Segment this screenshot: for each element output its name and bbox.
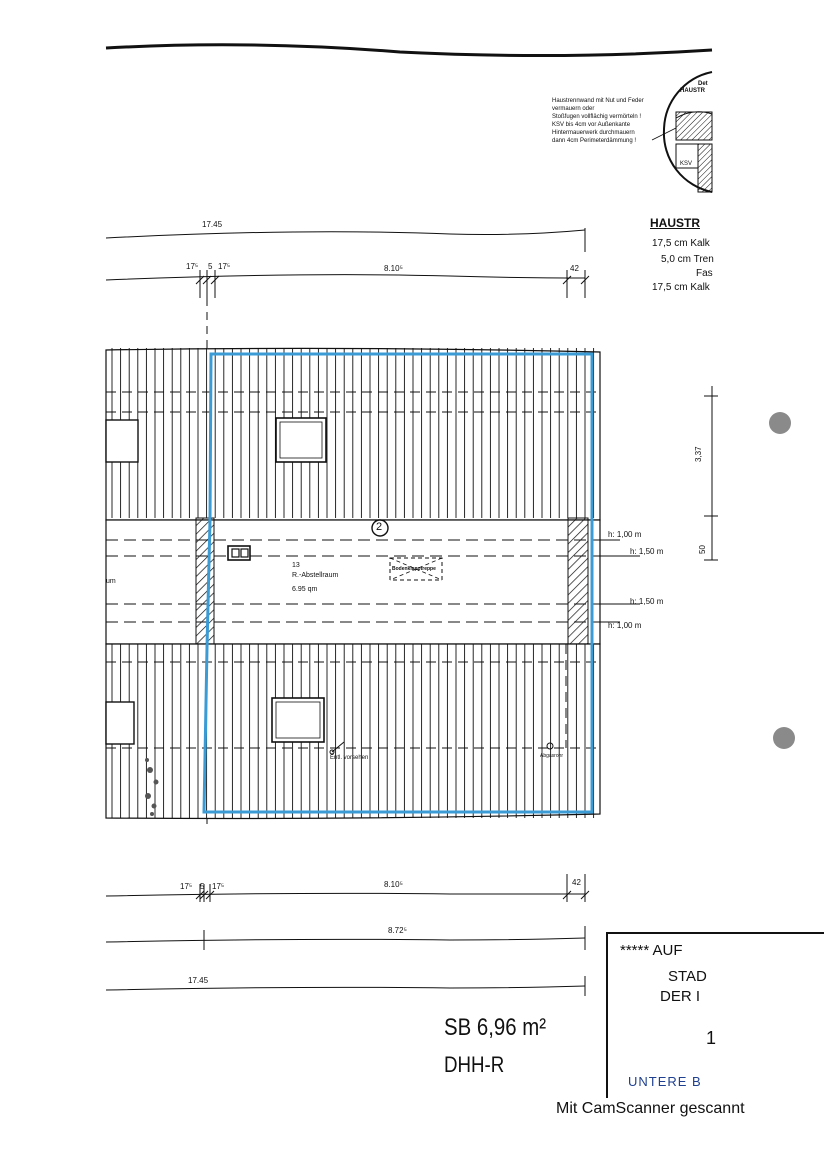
height-label: h: 1,00 m	[608, 621, 642, 630]
stamp-line: ***** AUF	[620, 942, 683, 959]
dim-bottom-seg-c: 17⁵	[212, 882, 225, 891]
attic-room-band	[106, 518, 640, 644]
room-name: R.-Abstellraum	[292, 572, 339, 579]
handwritten-area: SB 6,96 m²	[444, 1014, 547, 1041]
detail-note-line: dann 4cm Perimeterdämmung !	[552, 138, 637, 144]
chimney-icon	[228, 546, 250, 560]
wall-spec-title: HAUSTR	[650, 216, 700, 230]
dim-bottom-seg-end: 42	[572, 878, 581, 887]
hatch-label: Bodenklapptreppe	[392, 566, 436, 572]
approval-stamp	[606, 932, 824, 1098]
dim-bottom-inner: 8.72⁵	[388, 926, 407, 935]
room-circle-number: 2	[376, 521, 383, 533]
detail-heading: Det	[698, 81, 708, 87]
left-cut-text: um	[106, 578, 116, 585]
upper-roof-area	[106, 348, 600, 520]
height-label: h: 1,50 m	[630, 597, 664, 606]
bottom-dimension-lines	[106, 874, 589, 996]
scanner-note: Mit CamScanner gescannt	[556, 1100, 745, 1117]
dim-top-seg-end: 42	[570, 264, 579, 273]
room-area: 6.95 qm	[292, 586, 318, 593]
binder-hole	[769, 412, 791, 434]
wall-spec-line: 17,5 cm Kalk	[652, 282, 710, 293]
dim-top-seg-a: 17⁵	[186, 262, 199, 271]
dim-bottom-seg-main: 8.10⁵	[384, 880, 403, 889]
dim-top-seg-b: 5	[208, 262, 213, 271]
detail-note-line: KSV bis 4cm vor Außenkante	[552, 122, 631, 128]
lower-roof-area	[106, 644, 600, 820]
stamp-line: UNTERE B	[628, 1074, 702, 1089]
detail-note-line: vermauern oder	[552, 106, 595, 112]
stamp-line: 1	[706, 1028, 717, 1048]
wall-spec-line: Fas	[696, 268, 713, 279]
dim-bottom-seg-a: 17⁵	[180, 882, 193, 891]
handwritten-type: DHH-R	[444, 1052, 505, 1077]
stamp-line: STAD	[668, 968, 707, 985]
wall-spec-line: 17,5 cm Kalk	[652, 238, 710, 249]
room-number: 13	[292, 562, 300, 569]
dim-bottom-seg-b: 5	[200, 882, 205, 891]
dim-top-overall: 17.45	[202, 220, 223, 229]
vent-annotation: Entl. vorsehen	[330, 755, 369, 761]
detail-note-line: Stoßfugen vollflächig vermörteln !	[552, 114, 642, 120]
ksv-label: KSV	[680, 161, 693, 167]
stamp-line: DER I	[660, 988, 701, 1005]
dim-right-lower: 50	[698, 545, 707, 554]
wall-spec-line: 5,0 cm Tren	[661, 254, 714, 265]
dim-right-upper: 3,37	[694, 446, 703, 462]
height-label: h: 1,00 m	[608, 530, 642, 539]
height-label: h: 1,50 m	[630, 547, 664, 556]
detail-label: HAUSTR	[680, 88, 705, 94]
dim-top-seg-c: 17⁵	[218, 262, 231, 271]
flue-annotation: Abgasrohr	[540, 753, 564, 759]
detail-note	[552, 97, 644, 145]
detail-note-line: Haustrennwand mit Nut und Feder	[552, 98, 644, 104]
dim-top-seg-main: 8.10⁵	[384, 264, 403, 273]
detail-note-line: Hintermauerwerk durchmauern	[552, 130, 635, 136]
binder-hole	[773, 727, 795, 749]
page-edge-line	[106, 45, 712, 56]
dim-bottom-overall: 17.45	[188, 976, 209, 985]
right-dimension-lines	[704, 386, 718, 560]
